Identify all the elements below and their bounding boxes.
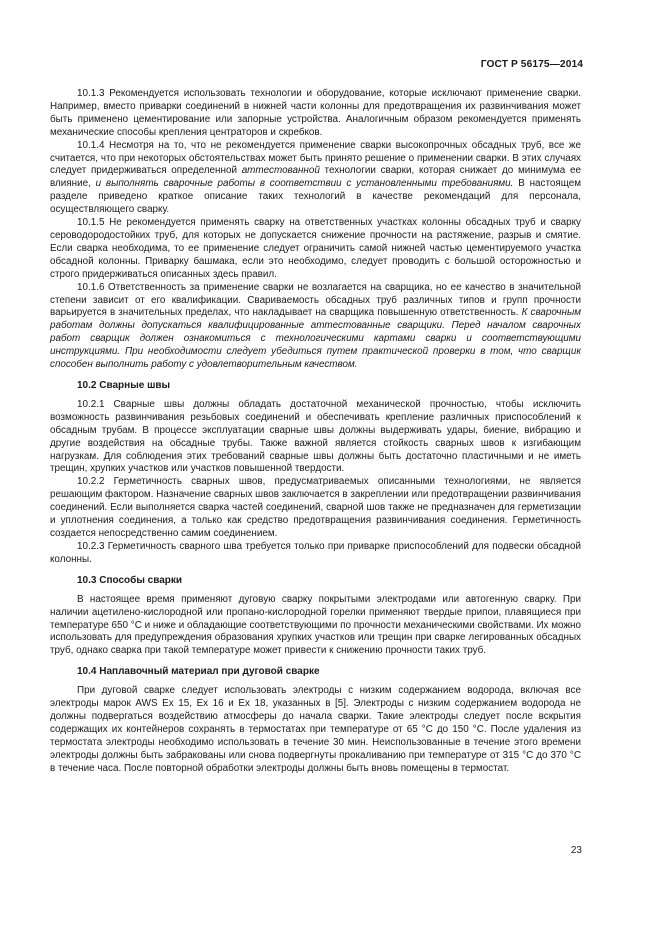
italic-run: и выполнять сварочные работы в соответствии с установленными требованиями.: [95, 178, 514, 190]
italic-run: К сварочным работам должны допускаться квалифицированные аттестованные сварщики. Перед началом сварочных работ сварщик должен ознакомиться с технологическими картами сварки и соответствующими инструкциями. При необходимости следует убедиться путем практической проверки в том, что сварщик способен выполнить работу с удовлетворительным качеством.: [50, 307, 581, 371]
section-heading-10-3: 10.3 Способы сварки: [77, 574, 183, 586]
text-run: 10.1.6 Ответственность за применение сварки не возлагается на сварщика, но ее качество в значительной степени зависит от его квалификации. Свариваемость обсадных труб различных типов и групп прочности варьируется в значительных пределах, что накладывает на сварщика повышенную ответственность.: [50, 281, 581, 319]
section-heading-10-2: 10.2 Сварные швы: [77, 379, 171, 391]
paragraph-10-3: В настоящее время применяют дуговую сварку покрытыми электродами или автогенную сварку. При наличии ацетилено-кислородной или пропано-кислородной горелки применяют твердые припои, плавящиеся при температуре 650 °С и ниже и обладающие соответствующими по прочности механическими свойствами. Их можно использовать для предупреждения образования хрупких участков или трещин при сварке легированных обсадных труб, однако сварка при такой температуре может привести к снижению прочности таких труб.: [50, 593, 581, 657]
paragraph-10-1-4: [50, 140, 581, 217]
text-run: В настоящем разделе приведено краткое описание таких технологий в качестве рекомендаций для персонала, осуществляющего сварку.: [50, 178, 582, 216]
section-heading-10-4: 10.4 Наплавочный материал при дуговой сварке: [77, 666, 320, 678]
document-body: [50, 88, 581, 776]
page-number: 23: [570, 845, 582, 856]
paragraph-10-4: При дуговой сварке следует использовать электроды с низким содержанием водорода, включая все электроды марок AWS Ех 15, Ех 16 и Ех 18, указанных в [5]. Электроды с низким содержанием водорода не должны подвергаться воздействию атмосферы до начала сварки. Такие электроды следует после вскрытия содержащих их контейнеров сохранять в термостатах при температуре от 65 °С до 150 °С. После удаления из термостата электроды необходимо использовать в течение 30 мин. Неиспользованные в течение этого времени электроды должны быть забракованы или снова подвергнуты прокаливанию при температуре от 315 °С до 370 °С в течение часа. После повторной обработки электроды должны быть вновь помещены в термостат.: [50, 685, 581, 774]
paragraph-10-2-3: 10.2.3 Герметичность сварного шва требуется только при приварке приспособлений для подвески обсадной колонны.: [50, 540, 581, 565]
paragraph-10-1-6: [50, 282, 581, 372]
text-run: 10.1.4 Несмотря на то, что не рекомендуется применение сварки высокопрочных обсадных труб, все же считается, что при некоторых обстоятельствах может быть принято решение о применении сварки. В этих случаях следует придерживаться определенной: [50, 139, 581, 177]
document-header: ГОСТ Р 56175—2014: [480, 59, 583, 70]
text-run: технологии сварки, которая снижает до минимума ее влияние,: [50, 165, 581, 190]
italic-run: аттестованной: [241, 165, 320, 177]
paragraph-10-2-2: 10.2.2 Герметичность сварных швов, предусматриваемых описанными технологиями, не является решающим фактором. Назначение сварных швов заключается в закреплении или предотвращении развинчивания соединений. Если выполняется сварка частей соединений, сварной шов также не предназначен для герметизации и уплотнения соединения, а только как средство предотвращения развинчивания соединения. Герметичность создается непосредственно самим соединением.: [50, 476, 581, 539]
paragraph-10-1-3: 10.1.3 Рекомендуется использовать технологии и оборудование, которые исключают применение сварки. Например, вместо приварки соединений в нижней части колонны для предотвращения их развинчивания может быть применено цементирование или запорные устройства. Аналогичным образом рекомендуется применять механические способы крепления центраторов и скребков.: [50, 88, 581, 138]
paragraph-10-1-5: 10.1.5 Не рекомендуется применять сварку на ответственных участках колонны обсадных труб и сварку сероводородостойких труб, для которых не допускается снижение прочности на растяжение, разрыв и смятие. Если сварка необходима, то ее применение следует ограничить самой нижней частью цементируемого участка обсадной колонны. Приварку башмака, если это необходимо, следует проводить с большой осторожностью и строго придерживаться описанных здесь правил.: [50, 217, 581, 280]
paragraph-10-2-1: 10.2.1 Сварные швы должны обладать достаточной механической прочностью, чтобы исключить возможность развинчивания резьбовых соединений и обеспечивать крепление различных приспособлений к обсадным трубам. В процессе эксплуатации сварные швы должны выдерживать удары, биение, вибрацию и другие воздействия на обсадные трубы. Также важной является стойкость сварных швов к изгибающим нагрузкам. Для соблюдения этих требований сварные швы должны быть достаточно пластичными и не иметь трещин, хрупких участков или участков повышенной твердости.: [50, 398, 581, 475]
